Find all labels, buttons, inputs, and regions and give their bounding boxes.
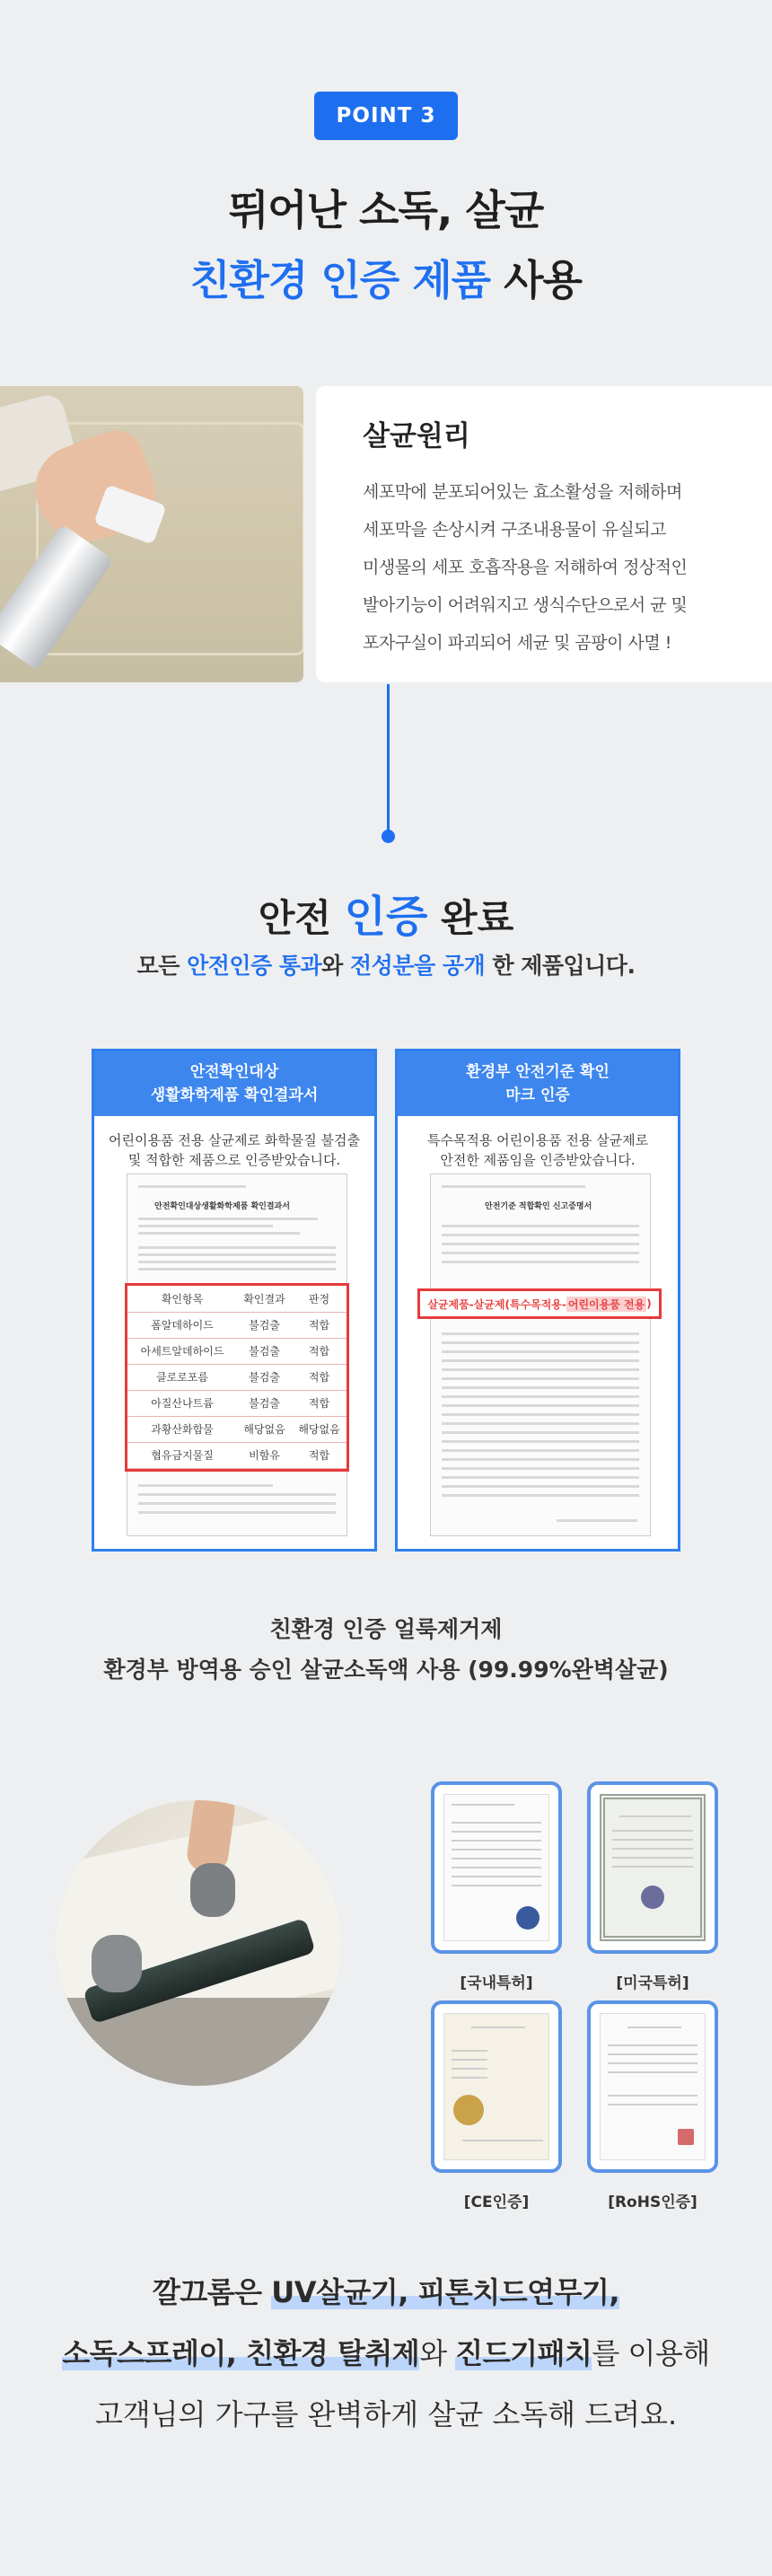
table-cell: 적합 (292, 1364, 347, 1390)
principle-line: 발아기능이 어려워지고 생식수단으로서 균 및 (363, 595, 688, 615)
closing-emphasis: 소독스프레이, 친환경 탈취제 (62, 2336, 420, 2370)
safety-title-text: 안전 (258, 896, 345, 940)
table-cell: 적합 (292, 1442, 347, 1468)
closing-text: 와 (419, 2336, 456, 2370)
uv-sterilizer-photo (56, 1800, 341, 2086)
closing-emphasis: 진드기패치 (455, 2336, 592, 2370)
document-title: 안전확인대상생활화학제품 확인결과서 (154, 1202, 290, 1211)
table-cell: 아질산나트륨 (127, 1390, 237, 1416)
title-highlight: 친환경 인증 제품 (190, 256, 491, 304)
patent-label: [국내특허] (460, 1974, 533, 1992)
table-cell: 클로로포름 (127, 1364, 237, 1390)
table-cell: 적합 (292, 1390, 347, 1416)
table-cell: 해당없음 (237, 1416, 292, 1442)
caption-line1: 친환경 인증 얼룩제거제 (269, 1616, 503, 1642)
certificate-header-line: 안전확인대상 (189, 1063, 279, 1081)
ce-certificate-image (431, 2000, 562, 2173)
table-cell: 불검출 (237, 1364, 292, 1390)
table-cell: 확인항목 (127, 1286, 237, 1312)
sterilization-principle-card (316, 386, 772, 682)
description-line: 특수목적용 어린이용품 전용 살균제로 (426, 1132, 649, 1148)
banner-text: ) (646, 1297, 652, 1310)
category-highlight-banner (417, 1288, 662, 1319)
table-cell: 적합 (292, 1338, 347, 1364)
patent-label: [미국특허] (616, 1974, 689, 1992)
subtitle-text: 와 (321, 953, 351, 979)
certificate-card-environment (395, 1049, 680, 1552)
table-cell: 폼알데하이드 (127, 1312, 237, 1338)
table-cell: 아세트알데하이드 (127, 1338, 237, 1364)
table-cell: 과황산화합물 (127, 1416, 237, 1442)
principle-title: 살균원리 (363, 420, 470, 453)
section-title-line1: 뛰어난 소독, 살균 (228, 186, 544, 234)
table-cell: 불검출 (237, 1390, 292, 1416)
safety-title (0, 882, 772, 944)
result-table (125, 1283, 349, 1472)
principle-line: 세포막에 분포되어있는 효소활성을 저해하며 (363, 482, 682, 502)
certificate-header-line: 환경부 안전기준 확인 (466, 1063, 610, 1081)
connector-dot (382, 830, 395, 843)
banner-highlight: 어린이용품 전용 (567, 1297, 645, 1311)
closing-line3: 고객님의 가구를 완벽하게 살균 소독해 드려요. (94, 2397, 678, 2431)
section-title-line2 (0, 248, 772, 307)
description-line: 및 적합한 제품으로 인증받았습니다. (127, 1152, 341, 1168)
certificate-header (398, 1051, 678, 1116)
principle-line: 세포막을 손상시켜 구조내용물이 유실되고 (363, 520, 666, 540)
closing-text: 깔끄롬은 (152, 2275, 272, 2309)
subtitle-highlight: 전성분을 공개 (350, 953, 486, 979)
principle-line: 포자구실이 파괴되어 세균 및 곰팡이 사멸 ! (363, 633, 671, 653)
certificate-description (398, 1130, 678, 1170)
closing-line2 (0, 2331, 772, 2372)
subtitle-text: 모든 (136, 953, 188, 979)
principle-line: 미생물의 세포 호흡작용을 저해하여 정상적인 (363, 558, 688, 577)
table-cell: 불검출 (237, 1312, 292, 1338)
certificate-header-line: 마크 인증 (505, 1086, 570, 1104)
subtitle-text: 한 제품입니다. (485, 953, 636, 979)
table-cell: 비함유 (237, 1442, 292, 1468)
closing-line1 (0, 2270, 772, 2311)
safety-subtitle (0, 948, 772, 980)
caption-line2: 환경부 방역용 승인 살균소독액 사용 (99.99%완벽살균) (103, 1657, 669, 1683)
safety-title-text: 완료 (427, 896, 514, 940)
description-line: 안전한 제품임을 인증받았습니다. (440, 1152, 636, 1168)
patent-label: [CE인증] (463, 2194, 530, 2211)
closing-emphasis: UV살균기, 피톤치드연무기, (271, 2275, 620, 2309)
certificate-description (94, 1130, 374, 1170)
patent-domestic-image (431, 1781, 562, 1954)
banner-text: 살균제품-살균제(특수목적용- (427, 1297, 566, 1311)
table-cell: 적합 (292, 1312, 347, 1338)
table-cell: 불검출 (237, 1338, 292, 1364)
subtitle-highlight: 안전인증 통과 (187, 953, 322, 979)
table-cell: 해당없음 (292, 1416, 347, 1442)
certificate-header (94, 1051, 374, 1116)
certificate-card-chemical (92, 1049, 377, 1552)
table-cell: 판정 (292, 1286, 347, 1312)
closing-text: 를 이용해 (592, 2336, 710, 2370)
table-cell: 확인결과 (237, 1286, 292, 1312)
certificate-header-line: 생활화학제품 확인결과서 (150, 1086, 319, 1104)
certificate-document-image (430, 1174, 651, 1536)
rohs-certificate-image (587, 2000, 718, 2173)
patent-label: [RoHS인증] (608, 2194, 697, 2211)
connector-line (387, 684, 390, 837)
patent-us-image (587, 1781, 718, 1954)
point-badge: POINT 3 (314, 92, 458, 140)
spray-photo (0, 386, 303, 682)
description-line: 어린이용품 전용 살균제로 화학물질 불검출 (109, 1132, 360, 1148)
table-cell: 협유금지물질 (127, 1442, 237, 1468)
document-title: 안전기준 적합확인 신고증명서 (485, 1202, 592, 1211)
safety-title-highlight: 인증 (344, 892, 428, 942)
title-rest: 사용 (490, 256, 582, 304)
